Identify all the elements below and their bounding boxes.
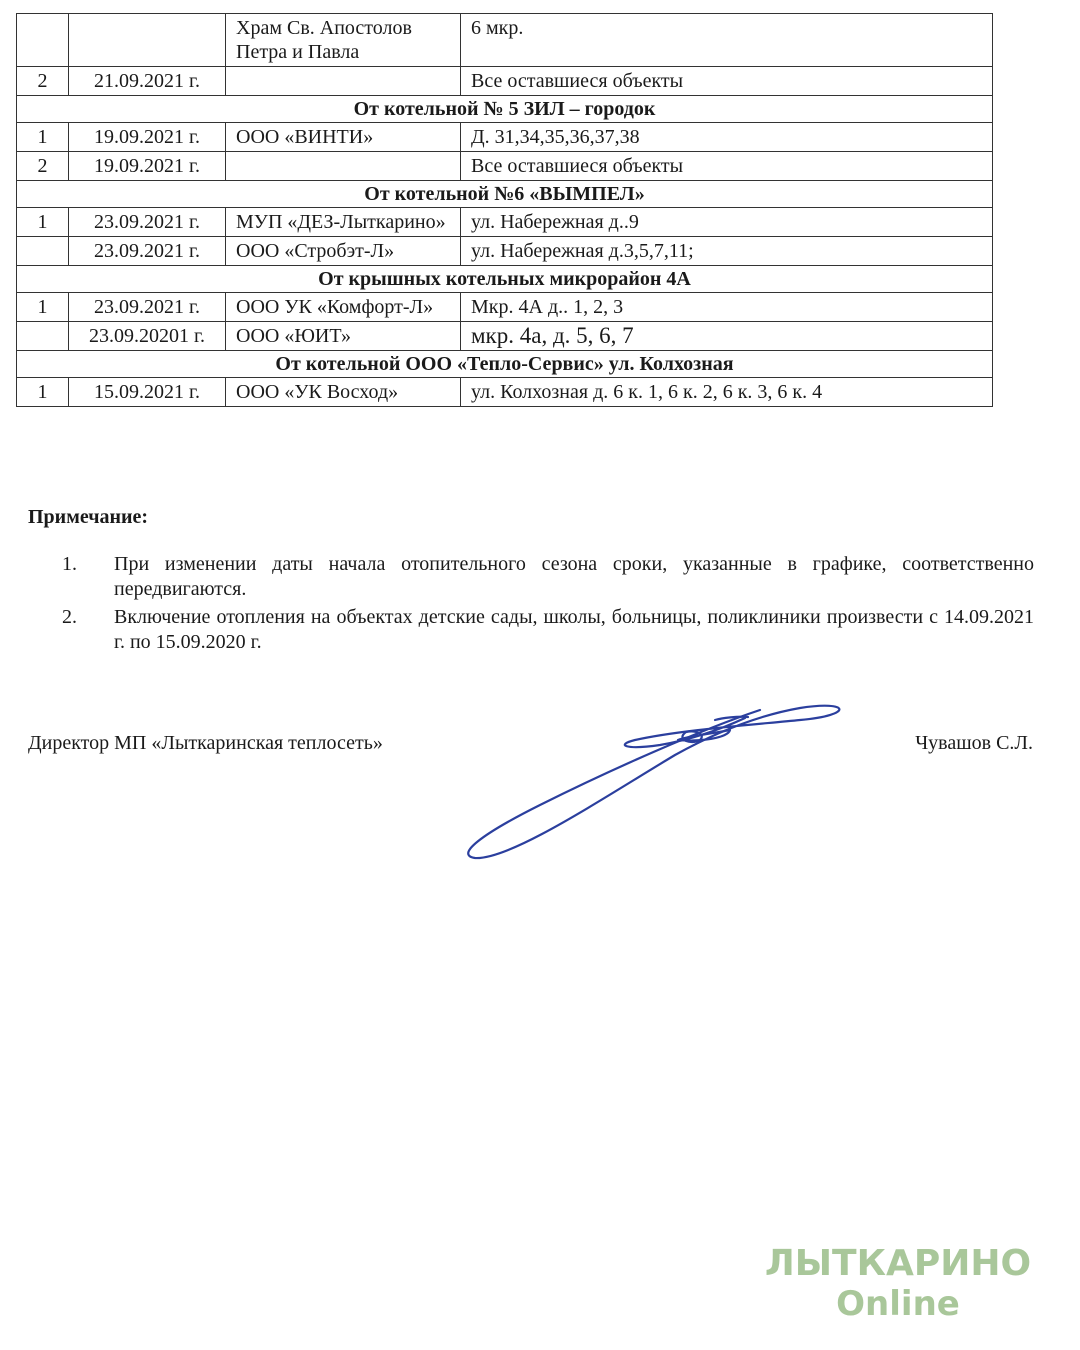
- row-organization: ООО «ЮИТ»: [226, 322, 461, 351]
- row-number: 1: [17, 293, 69, 322]
- table-row: [17, 322, 993, 351]
- notes-list: [28, 552, 1034, 658]
- section-header-row: [17, 351, 993, 378]
- section-header-row: [17, 181, 993, 208]
- row-date: 23.09.2021 г.: [69, 237, 226, 266]
- row-objects: ул. Колхозная д. 6 к. 1, 6 к. 2, 6 к. 3, 6 к. 4: [461, 378, 993, 407]
- note-text: Включение отопления на объектах детские сады, школы, больницы, поликлиники произвести с 14.09.2021 г. по 15.09.2020 г.: [114, 606, 1034, 653]
- row-objects: Все оставшиеся объекты: [461, 152, 993, 181]
- row-number: 1: [17, 123, 69, 152]
- section-heading: От крышных котельных микрорайон 4А: [17, 266, 993, 293]
- section-heading: От котельной №6 «ВЫМПЕЛ»: [17, 181, 993, 208]
- note-item: [28, 552, 1034, 602]
- signatory-position: Директор МП «Лыткаринская теплосеть»: [28, 732, 383, 754]
- row-date: 19.09.2021 г.: [69, 123, 226, 152]
- row-organization: [226, 67, 461, 96]
- note-item: [28, 605, 1034, 655]
- row-date: 23.09.2021 г.: [69, 208, 226, 237]
- logo-line1: ЛЫТКАРИНО: [764, 1243, 1032, 1284]
- table-row: [17, 67, 993, 96]
- row-organization: МУП «ДЕЗ-Лыткарино»: [226, 208, 461, 237]
- row-organization: ООО «ВИНТИ»: [226, 123, 461, 152]
- row-objects: Д. 31,34,35,36,37,38: [461, 123, 993, 152]
- section-heading: От котельной ООО «Тепло-Сервис» ул. Колхозная: [17, 351, 993, 378]
- row-number: [17, 14, 69, 67]
- row-objects: мкр. 4а, д. 5, 6, 7: [461, 322, 993, 351]
- row-date: 21.09.2021 г.: [69, 67, 226, 96]
- row-objects: 6 мкр.: [461, 14, 993, 67]
- row-date: 19.09.2021 г.: [69, 152, 226, 181]
- row-number: 1: [17, 378, 69, 407]
- section-header-row: [17, 266, 993, 293]
- row-organization: ООО «УК Восход»: [226, 378, 461, 407]
- table-row: [17, 293, 993, 322]
- table-row: [17, 14, 993, 67]
- row-objects: Мкр. 4А д.. 1, 2, 3: [461, 293, 993, 322]
- site-logo: [760, 1244, 1036, 1324]
- handwritten-signature: [460, 690, 860, 870]
- row-date: 15.09.2021 г.: [69, 378, 226, 407]
- row-date: [69, 14, 226, 67]
- section-heading: От котельной № 5 ЗИЛ – городок: [17, 96, 993, 123]
- row-organization: [226, 152, 461, 181]
- note-text: При изменении даты начала отопительного сезона сроки, указанные в графике, соответственно передвигаются.: [114, 553, 1034, 600]
- notes-title: Примечание:: [28, 506, 149, 528]
- note-number: 2.: [62, 606, 77, 628]
- logo-line2: Online: [836, 1284, 960, 1324]
- table-row: [17, 378, 993, 407]
- section-header-row: [17, 96, 993, 123]
- row-organization: ООО УК «Комфорт-Л»: [226, 293, 461, 322]
- row-objects: ул. Набережная д.3,5,7,11;: [461, 237, 993, 266]
- row-number: 2: [17, 152, 69, 181]
- row-date: 23.09.2021 г.: [69, 293, 226, 322]
- table-row: [17, 237, 993, 266]
- table-row: [17, 123, 993, 152]
- schedule-table: [16, 13, 993, 407]
- row-objects: Все оставшиеся объекты: [461, 67, 993, 96]
- row-number: [17, 322, 69, 351]
- table-row: [17, 208, 993, 237]
- row-organization: Храм Св. Апостолов Петра и Павла: [226, 14, 461, 67]
- row-date: 23.09.20201 г.: [69, 322, 226, 351]
- row-organization: ООО «Стробэт-Л»: [226, 237, 461, 266]
- table-row: [17, 152, 993, 181]
- row-number: 2: [17, 67, 69, 96]
- row-number: 1: [17, 208, 69, 237]
- row-objects: ул. Набережная д..9: [461, 208, 993, 237]
- signatory-name: Чувашов С.Л.: [915, 732, 1033, 754]
- row-number: [17, 237, 69, 266]
- note-number: 1.: [62, 553, 77, 575]
